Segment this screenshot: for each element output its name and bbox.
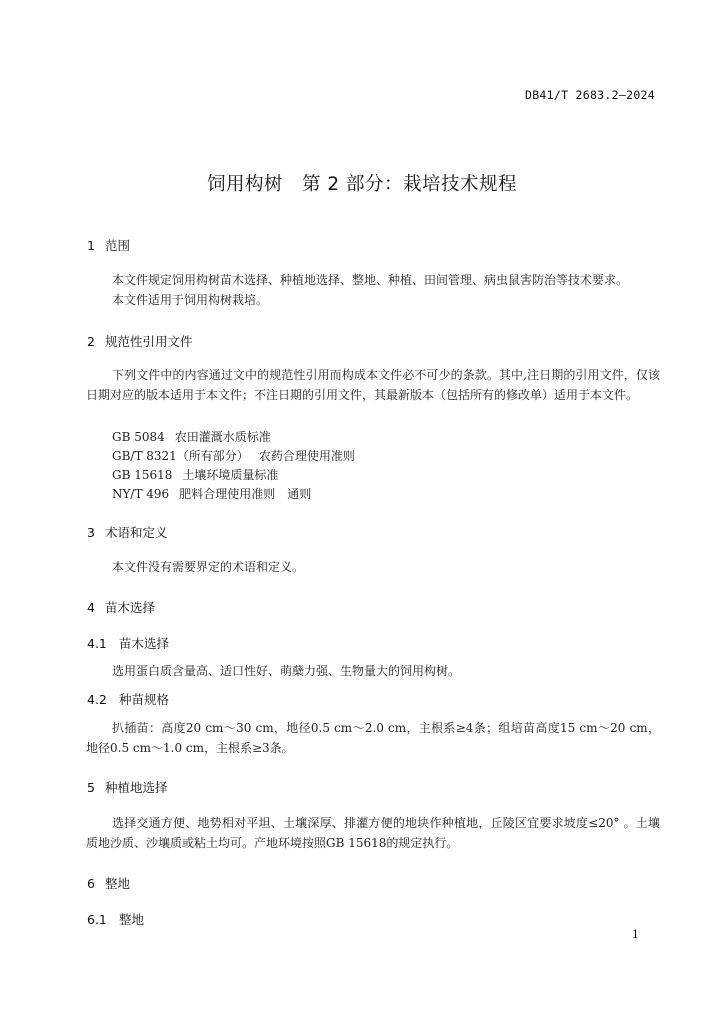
reference-name: 土壤环境质量标准 [182,468,279,482]
reference-item [112,485,311,502]
section-title: 整地 [105,876,131,891]
seedling-spec-paragraph: 扒插苗：高度20 cm～30 cm，地径0.5 cm～2.0 cm，主根系≥4条；组培苗高度15 cm～20 cm，地径0.5 cm～1.0 cm，主根系≥3条。 [86,721,660,755]
reference-name: 肥料合理使用准则 通则 [179,487,312,501]
section-2-heading [87,332,193,350]
section-number: 5 [87,780,95,795]
scope-paragraph-1: 本文件规定饲用构树苗木选择、种植地选择、整地、种植、田间管理、病虫鼠害防治等技术要求。 [112,273,629,287]
section-title: 术语和定义 [105,525,168,540]
reference-item [112,466,278,483]
reference-name: 农药合理使用准则 [258,449,355,463]
subsection-title: 苗木选择 [119,636,170,651]
reference-name: 农田灌溉水质标准 [174,430,271,444]
section-6-heading [87,874,130,892]
section-4-1-heading [87,634,169,652]
section-4-heading [87,598,155,616]
normative-references-paragraph: 下列文件中的内容通过文中的规范性引用而构成本文件必不可少的条款。其中,注日期的引用文件，仅该日期对应的版本适用于本文件；不注日期的引用文件，其最新版本（包括所有的修改单）适用于本文件。 [86,368,660,402]
page-number: 1 [632,928,639,941]
section-5-heading [87,778,168,796]
subsection-number: 4.2 [87,692,107,707]
section-number: 4 [87,600,95,615]
section-4-2-heading [87,690,169,708]
reference-item [112,447,355,464]
reference-item [112,428,271,445]
document-title: 饲用构树 第 2 部分：栽培技术规程 [206,174,518,195]
subsection-title: 种苗规格 [119,692,170,707]
subsection-number: 6.1 [87,912,107,927]
section-3-heading [87,523,168,541]
subsection-number: 4.1 [87,636,107,651]
section-title: 苗木选择 [105,600,156,615]
section-title: 种植地选择 [105,780,168,795]
reference-code: GB 15618 [112,468,173,482]
section-title: 规范性引用文件 [105,334,193,349]
reference-code: GB 5084 [112,430,165,444]
reference-code: GB/T 8321（所有部分） [112,449,249,463]
reference-code: NY/T 496 [112,487,170,501]
scope-paragraph-2: 本文件适用于饲用构树栽培。 [112,293,269,307]
section-number: 6 [87,876,95,891]
subsection-title: 整地 [119,912,145,927]
section-number: 1 [87,238,95,253]
seedling-selection-paragraph: 选用蛋白质含量高、适口性好、萌蘖力强、生物量大的饲用构树。 [112,664,461,678]
terms-paragraph: 本文件没有需要界定的术语和定义。 [112,560,305,574]
section-number: 2 [87,334,95,349]
section-title: 范围 [105,238,131,253]
planting-site-paragraph: 选择交通方便、地势相对平坦、土壤深厚、排灌方便的地块作种植地，丘陵区宜要求坡度≤20° 。土壤质地沙质、沙壤质或粘土均可。产地环境按照GB 15618的规定执行。 [86,816,660,850]
section-6-1-heading [87,910,144,928]
section-1-heading [87,236,130,254]
standard-code: DB41/T 2683.2—2024 [524,88,655,102]
section-number: 3 [87,525,95,540]
